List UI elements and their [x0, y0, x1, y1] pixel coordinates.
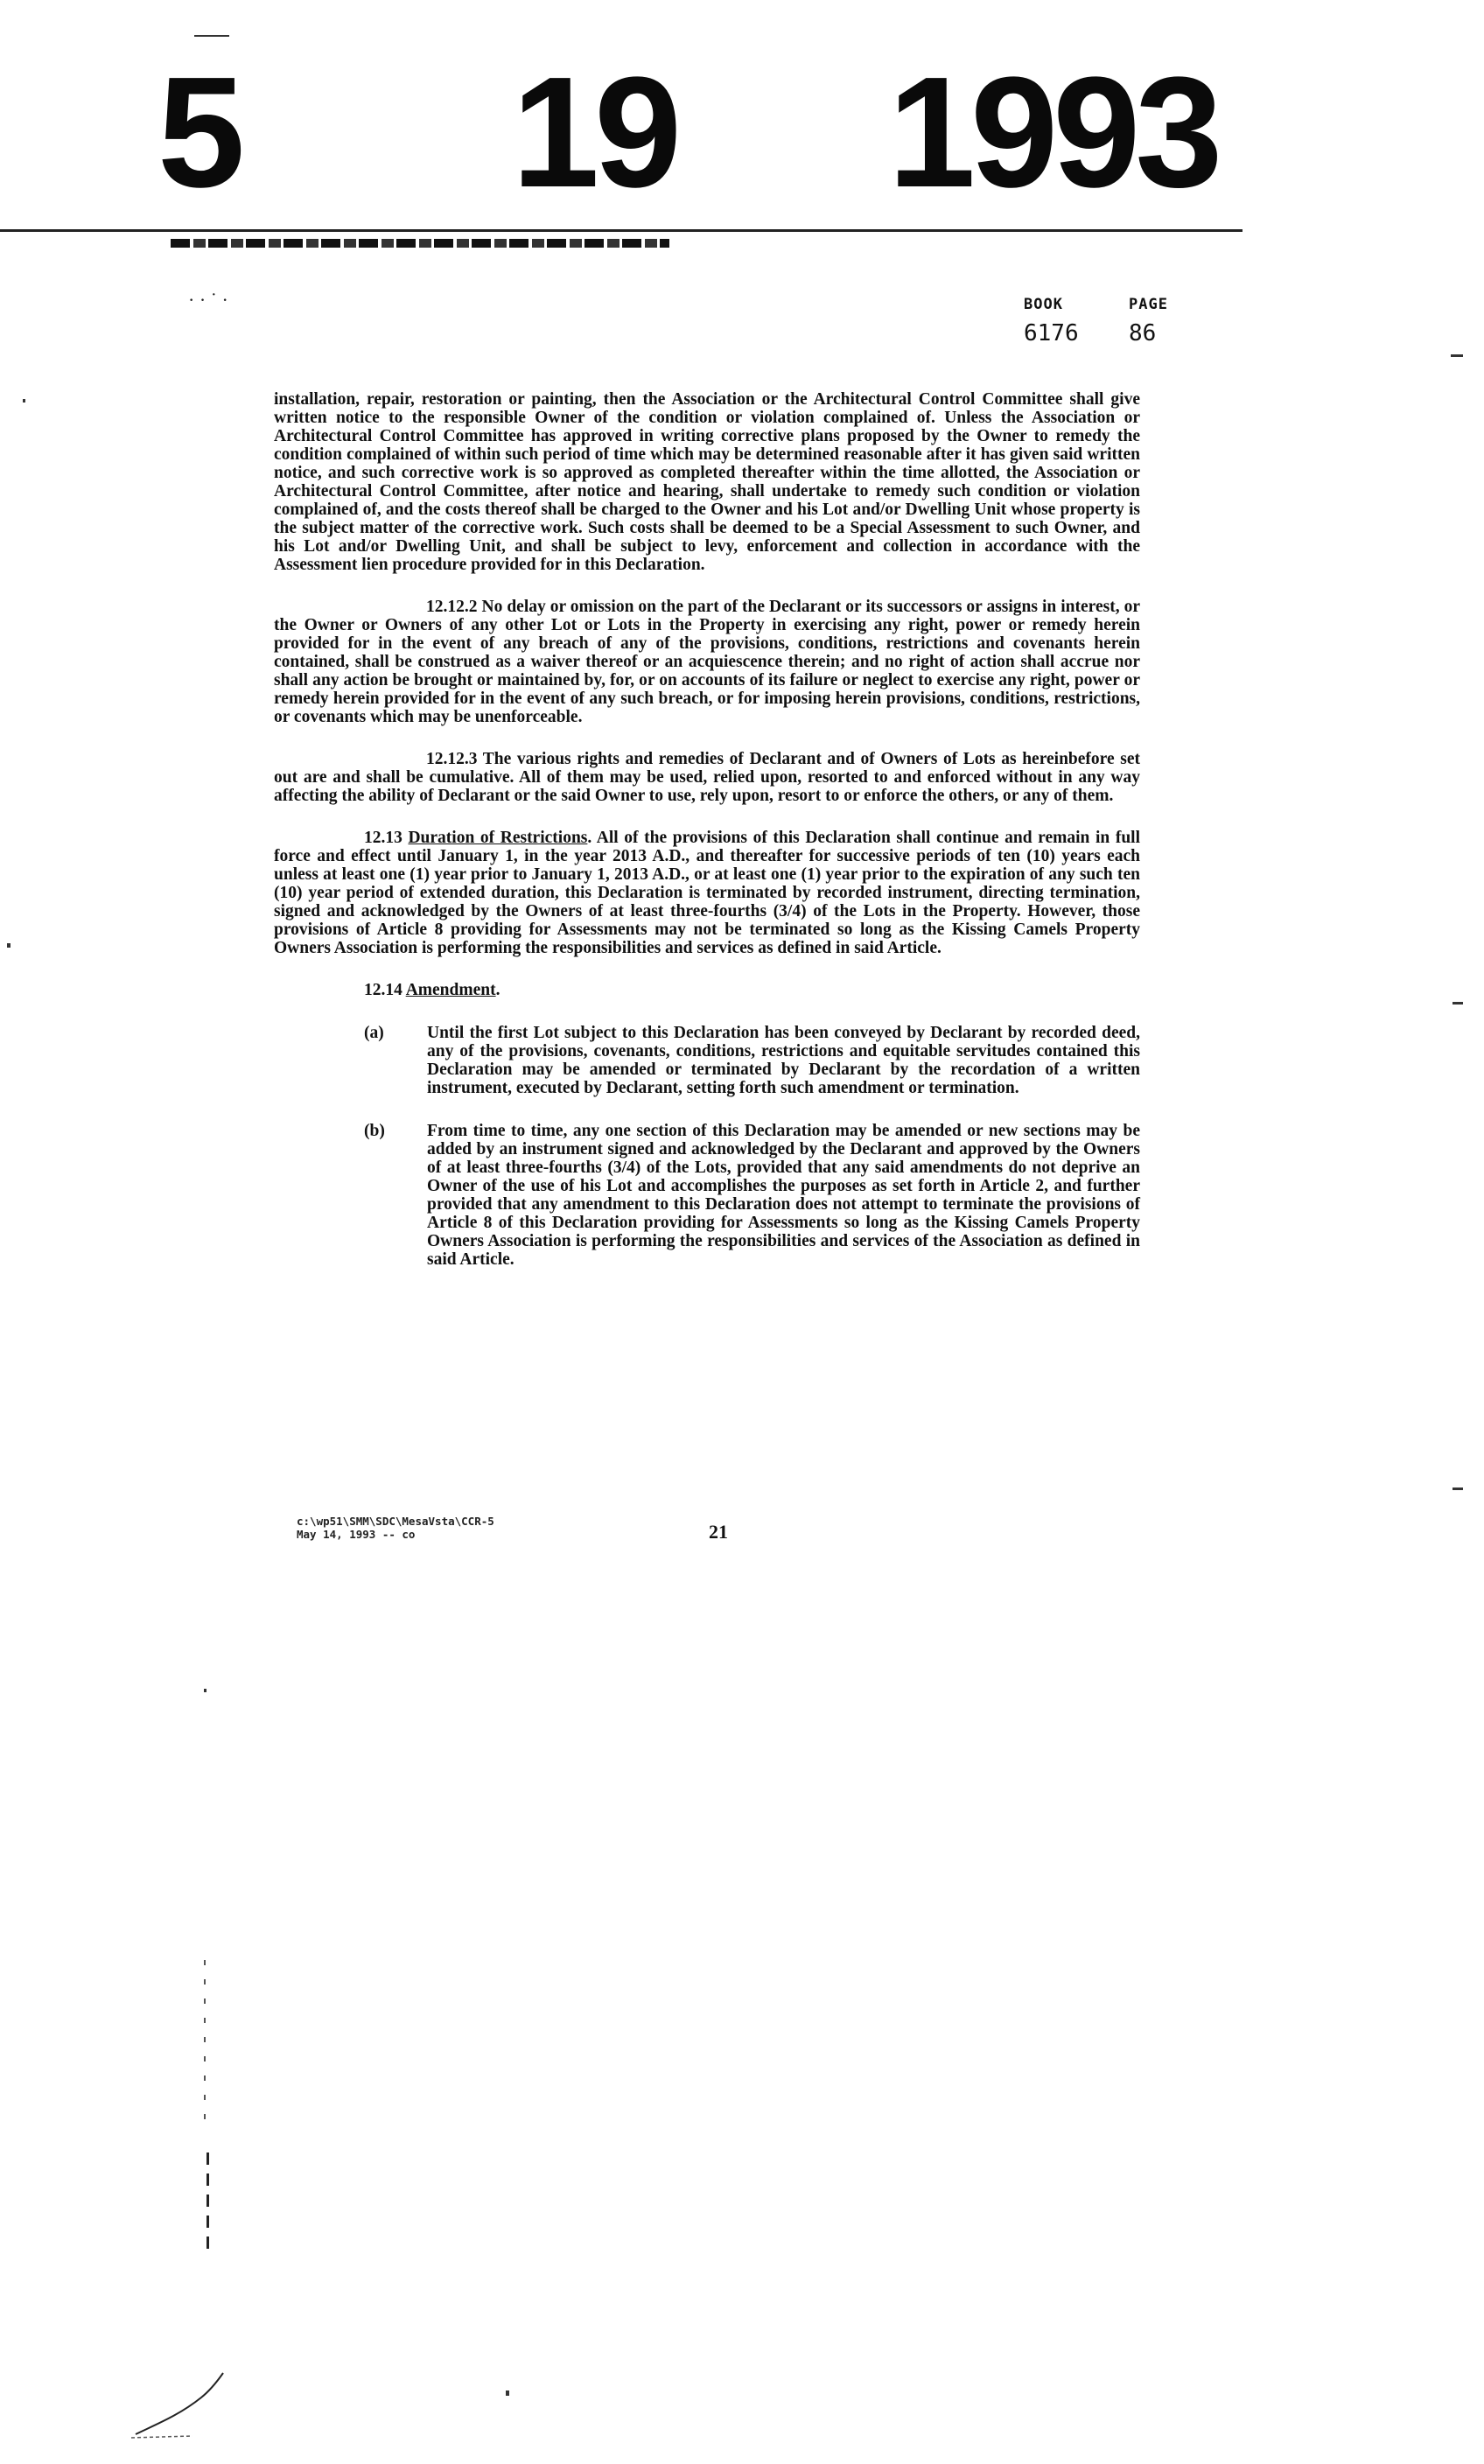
book-label: BOOK	[1024, 296, 1063, 313]
paragraph-12-12-3: 12.12.3 The various rights and remedies of Declarant and of Owners of Lots as hereinbefore set out are and shall be cumulative. All of them may be used, relied upon, resorted to and enforced without in any way affecting the ability of Declarant or the said Owner to use, rely upon, resort to or enforce the others, or any of them.	[274, 750, 1140, 805]
subsection-key: (a)	[364, 1024, 384, 1042]
scan-artifact	[506, 2390, 509, 2396]
title-period: .	[495, 981, 500, 999]
book-number: 6176	[1024, 320, 1079, 346]
footer-file-info	[297, 1515, 494, 1541]
section-title: Duration of Restrictions	[408, 829, 588, 847]
section-number: 12.13	[364, 829, 402, 847]
file-path: c:\wp51\SMM\SDC\MesaVsta\CCR-5	[297, 1515, 494, 1528]
scan-specks: · · ˙ ·	[188, 289, 228, 311]
subsection-key: (b)	[364, 1122, 385, 1140]
subsection-text: Until the first Lot subject to this Declaration has been conveyed by Declarant by recorded deed, any of the provisions, covenants, conditions, restrictions and equitable servitudes contained this Declaration may be amended or terminated by Declarant by the recordation of a written instrument, executed by Declarant, setting forth such amendment or termination.	[427, 1024, 1140, 1097]
subsection-text: From time to time, any one section of this Declaration may be amended or new sections may be added by an instrument signed and acknowledged by the Declarant and approved by the Owners of at least three-fourths (3/4) of the Lots, provided that any said amendments do not deprive an Owner of the use of his Lot and accomplishes the purposes as set forth in Article 2, and further provided that any amendment to this Declaration does not attempt to terminate the provisions of Article 8 of this Declaration providing for Assessments so long as the Kissing Camels Property Owners Association is performing the responsibilities and services of the Association as defined in said Article.	[427, 1122, 1140, 1269]
stamp-underline	[0, 229, 1242, 232]
paragraph-intro: installation, repair, restoration or painting, then the Association or the Architectural Control Committee shall give written notice to the responsible Owner of the condition or violation complained of. Unless the Association or Architectural Control Committee has approved in writing corrective plans proposed by the Owner to remedy the condition complained of within such period of time which may be determined reasonable after it has given said written notice, and such corrective work is so approved as completed thereafter within the time allotted, the Association or Architectural Control Committee, after notice and hearing, shall undertake to remedy such condition or violation complained of, and the costs thereof shall be charged to the Owner and his Lot and/or Dwelling Unit whose property is the subject matter of the corrective work. Such costs shall be deemed to be a Special Assessment to such Owner, and his Lot and/or Dwelling Unit, and shall be subject to levy, enforcement and collection in accordance with the Assessment lien procedure provided for in this Declaration.	[274, 390, 1140, 574]
file-date: May 14, 1993 -- co	[297, 1528, 416, 1541]
subsection-b	[364, 1122, 1140, 1269]
recording-date-stamp	[158, 45, 1278, 229]
section-12-14-heading	[364, 981, 1140, 999]
stamp-scan-bar	[171, 239, 669, 248]
page-number: 21	[709, 1521, 728, 1543]
section-number: 12.14	[364, 981, 402, 999]
document-body	[274, 390, 1140, 1293]
stamp-day: 19	[512, 45, 677, 220]
scan-artifact	[204, 1689, 206, 1692]
section-12-13	[274, 829, 1140, 957]
scan-artifact	[206, 2152, 209, 2258]
stamp-month: 5	[158, 45, 241, 220]
stamp-year: 1993	[888, 45, 1218, 220]
scan-artifact	[1452, 1002, 1463, 1004]
scan-artifact	[7, 943, 10, 948]
section-body: . All of the provisions of this Declaration shall continue and remain in full force and effect until January 1, in the year 2013 A.D., and thereafter for successive periods of ten (10) years each unless at least one (1) year prior to January 1, 2013 A.D., or at least one (1) year prior to the expiration of any such ten (10) year period of extended duration, this Declaration is terminated by recorded instrument, directing termination, signed and acknowledged by the Owners of at least three-fourths (3/4) of the Lots in the Property. However, those provisions of Article 8 providing for Assessments may not be terminated so long as the Kissing Camels Property Owners Association is performing the responsibilities and services as defined in said Article.	[274, 829, 1140, 957]
subsection-a	[364, 1024, 1140, 1097]
scan-artifact	[23, 399, 25, 402]
section-title: Amendment	[405, 981, 496, 999]
page-number-ref: 86	[1129, 320, 1157, 346]
scan-artifact	[194, 35, 229, 37]
handwritten-mark	[131, 2362, 236, 2441]
scan-artifact	[204, 1960, 206, 2126]
scan-artifact	[1451, 354, 1463, 357]
page-label: PAGE	[1129, 296, 1168, 313]
paragraph-12-12-2: 12.12.2 No delay or omission on the part of the Declarant or its successors or assigns in interest, or the Owner or Owners of any other Lot or Lots in the Property in exercising any right, power or remedy herein provided for in the event of any breach of any of the provisions, conditions, restrictions and covenants herein contained, shall be construed as a waiver thereof or an acquiescence therein; and no right of action shall accrue nor shall any action be brought or maintained by, for, or on accounts of its failure or neglect to exercise any right, power or remedy herein provided for in the event of any such breach, or for imposing herein provisions, conditions, restrictions, or covenants which may be unenforceable.	[274, 598, 1140, 726]
scan-artifact	[1452, 1488, 1463, 1490]
